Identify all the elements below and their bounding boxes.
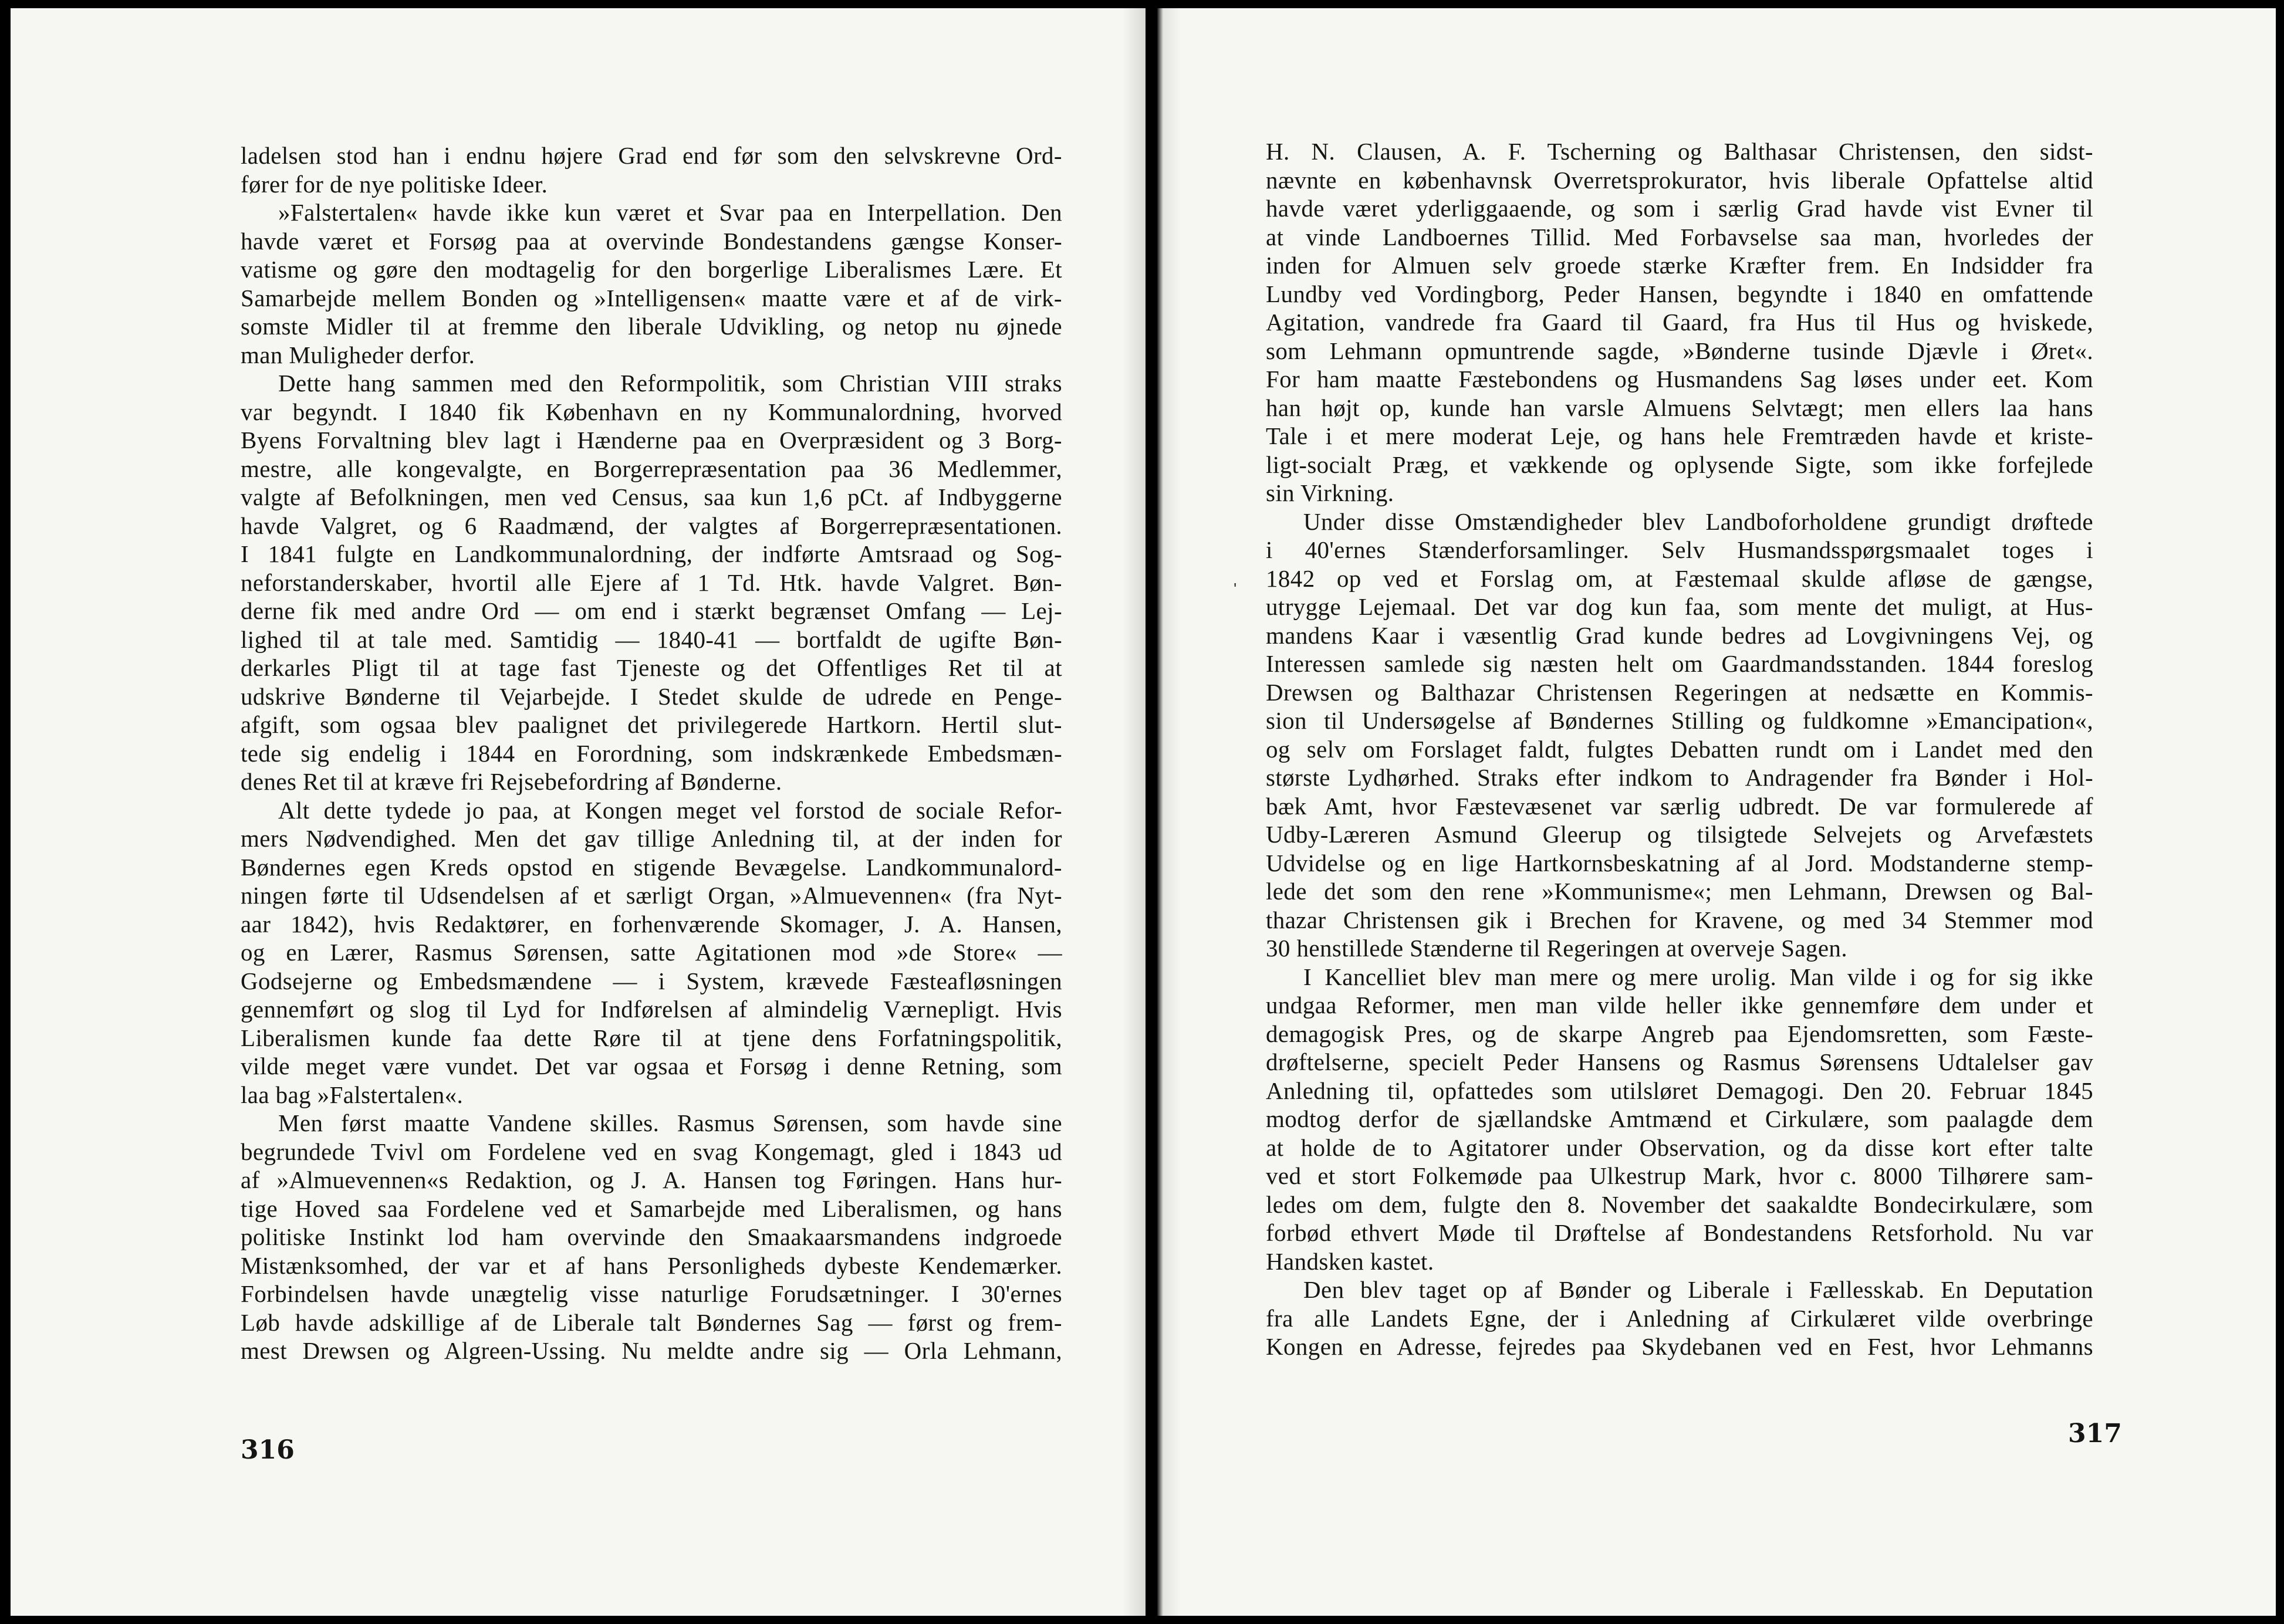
text-line: Anledning til, opfattedes som utilsløret Demagogi. Den 20. Februar 1845 [1266,1077,2093,1104]
text-line: modtog derfor de sjællandske Amtmænd et Cirkulære, som paalagde dem [1266,1105,2093,1132]
text-line: af »Almuevennen«s Redaktion, og J. A. Hansen tog Føringen. Hans hur- [241,1166,1062,1193]
text-line: Bøndernes egen Kreds opstod en stigende Bevægelse. Landkommunalord- [241,853,1062,881]
text-line: havde Valgret, og 6 Raadmænd, der valgtes af Borgerrepræsentationen. [241,512,1062,539]
text-line: somste Midler til at fremme den liberale Udvikling, og netop nu øjnede [241,313,1062,340]
gutter-shadow [1122,8,1146,1616]
text-line: neforstanderskaber, hvortil alle Ejere af 1 Td. Htk. havde Valgret. Bøn- [241,569,1062,596]
text-line: Tale i et mere moderat Leje, og hans hele Fremtræden havde et kriste- [1266,422,2093,449]
text-line: ningen førte til Udsendelsen af et særligt Organ, »Almuevennen« (fra Nyt- [241,882,1062,909]
text-line: mestre, alle kongevalgte, en Borgerrepræsentation paa 36 Medlemmer, [241,455,1062,482]
text-line: han højt op, kunde han varsle Almuens Selvtægt; men ellers laa hans [1266,394,2093,421]
text-line: man Muligheder derfor. [241,341,475,368]
text-line: Udby-Læreren Asmund Gleerup og tilsigtede Selvejets og Arvefæstets [1266,821,2093,848]
text-line: sion til Undersøgelse af Bøndernes Stilling og fuldkomne »Emancipation«, [1266,707,2093,734]
text-line: 1842 op ved et Forslag om, at Fæstemaal skulde afløse de gængse, [1266,564,2093,592]
right-page-body [1266,137,2093,1361]
text-line: Dette hang sammen med den Reformpolitik, som Christian VIII straks [278,370,1062,397]
text-line: og en Lærer, Rasmus Sørensen, satte Agitationen mod »de Store« — [241,939,1062,966]
text-line: Forbindelsen havde unægtelig visse naturlige Forudsætninger. I 30'ernes [241,1280,1062,1307]
text-line: tige Hoved saa Fordelene ved et Samarbejde med Liberalismen, og hans [241,1195,1062,1222]
text-line: i 40'ernes Stænderforsamlinger. Selv Husmandsspørgsmaalet toges i [1266,536,2093,563]
left-page [11,8,1146,1616]
gutter-shadow [1157,8,1181,1616]
text-line: gennemført og slog til Lyd for Indførelsen af almindelig Værnepligt. Hvis [241,996,1062,1023]
text-line: 30 henstillede Stænderne til Regeringen at overveje Sagen. [1266,935,1847,962]
text-line: ved et stort Folkemøde paa Ulkestrup Mark, hvor c. 8000 Tilhørere sam- [1266,1162,2093,1189]
text-line: I Kancelliet blev man mere og mere urolig. Man vilde i og for sig ikke [1303,963,2093,990]
text-line: største Lydhørhed. Straks efter indkom to Andragender fra Bønder i Hol- [1266,764,2093,791]
text-line: Agitation, vandrede fra Gaard til Gaard, fra Hus til Hus og hviskede, [1266,309,2093,336]
text-line: Udvidelse og en lige Hartkornsbeskatning af al Jord. Modstanderne stemp- [1266,849,2093,877]
text-line: som Lehmann opmuntrende sagde, »Bønderne tusinde Djævle i Øret«. [1266,337,2093,364]
text-line: mers Nødvendighed. Men det gav tillige Anledning til, at der inden for [241,825,1062,852]
right-page-number: 317 [2068,1419,2122,1449]
text-line: lighed til at tale med. Samtidig — 1840-41 — bortfaldt de ugifte Bøn- [241,625,1062,653]
text-line: Kongen en Adresse, fejredes paa Skydebanen ved en Fest, hvor Lehmanns [1266,1333,2093,1360]
text-line: For ham maatte Fæstebondens og Husmandens Sag løses under eet. Kom [1266,366,2093,393]
margin-mark: ' [1234,580,1237,598]
text-line: at vinde Landboernes Tillid. Med Forbavselse saa man, hvorledes der [1266,223,2093,251]
text-line: Samarbejde mellem Bonden og »Intelligensen« maatte være et af de virk- [241,284,1062,312]
text-line: afgift, som ogsaa blev paalignet det privilegerede Hartkorn. Hertil slut- [241,711,1062,738]
right-page [1157,8,2276,1616]
text-line: Men først maatte Vandene skilles. Rasmus Sørensen, som havde sine [278,1109,1062,1136]
text-line: Lundby ved Vordingborg, Peder Hansen, begyndte i 1840 en omfattende [1266,280,2093,307]
text-line: ledes om dem, fulgte den 8. November det saakaldte Bondecirkulære, som [1266,1190,2093,1218]
text-line: derkarles Pligt til at tage fast Tjeneste og det Offentliges Ret til at [241,654,1062,681]
text-line: tede sig endelig i 1844 en Forordning, som indskrænkede Embedsmæn- [241,739,1062,767]
text-line: Løb havde adskillige af de Liberale talt Bøndernes Sag — først og frem- [241,1308,1062,1336]
text-line: aar 1842), hvis Redaktører, en forhenværende Skomager, J. A. Hansen, [241,910,1062,938]
text-line: I 1841 fulgte en Landkommunalordning, der indførte Amtsraad og Sog- [241,540,1062,567]
text-line: vatisme og gøre den modtagelig for den borgerlige Liberalismes Lære. Et [241,256,1062,283]
text-line: havde været et Forsøg paa at overvinde Bondestandens gængse Konser- [241,227,1062,255]
left-page-body [241,141,1062,1365]
text-line: Godsejerne og Embedsmændene — i System, krævede Fæsteafløsningen [241,967,1062,994]
text-line: vilde meget være vundet. Det var ogsaa et Forsøg i denne Retning, som [241,1053,1062,1080]
text-line: politiske Instinkt lod ham overvinde den Smaakaarsmandens indgroede [241,1223,1062,1250]
text-line: valgte af Befolkningen, men ved Census, saa kun 1,6 pCt. af Indbyggerne [241,483,1062,510]
text-line: begrundede Tvivl om Fordelene ved en svag Kongemagt, gled i 1843 ud [241,1138,1062,1165]
text-line: Interessen samlede sig næsten helt om Gaardmandsstanden. 1844 foreslog [1266,650,2093,677]
text-line: og selv om Forslaget faldt, fulgtes Debatten rundt om i Landet med den [1266,735,2093,763]
text-line: sin Virkning. [1266,479,1394,506]
text-line: forbød ethvert Møde til Drøftelse af Bondestandens Retsforhold. Nu var [1266,1219,2093,1246]
text-line: fører for de nye politiske Ideer. [241,170,548,198]
text-line: drøftelserne, specielt Peder Hansens og Rasmus Sørensens Udtalelser gav [1266,1048,2093,1075]
text-line: Den blev taget op af Bønder og Liberale i Fællesskab. En Deputation [1303,1276,2093,1303]
text-line: undgaa Reformer, men man vilde heller ikke gennemføre dem under et [1266,992,2093,1019]
text-line: inden for Almuen selv groede stærke Kræfter frem. En Indsidder fra [1266,252,2093,279]
text-line: »Falstertalen« havde ikke kun været et Svar paa en Interpellation. Den [278,199,1062,226]
text-line: denes Ret til at kræve fri Rejsebefordring af Bønderne. [241,768,782,795]
text-line: mest Drewsen og Algreen-Ussing. Nu meldte andre sig — Orla Lehmann, [241,1337,1062,1364]
text-line: Mistænksomhed, der var et af hans Personligheds dybeste Kendemærker. [241,1251,1062,1279]
text-line: demagogisk Pres, og de skarpe Angreb paa Ejendomsretten, som Fæste- [1266,1020,2093,1047]
text-line: utrygge Lejemaal. Det var dog kun faa, som mente det muligt, at Hus- [1266,593,2093,620]
text-line: fra alle Landets Egne, der i Anledning af Cirkulæret vilde overbringe [1266,1304,2093,1332]
text-line: ligt-socialt Præg, et vækkende og oplysende Sigte, som ikke forfejlede [1266,451,2093,478]
text-line: Byens Forvaltning blev lagt i Hænderne paa en Overpræsident og 3 Borg- [241,427,1062,454]
text-line: H. N. Clausen, A. F. Tscherning og Balthasar Christensen, den sidst- [1266,138,2093,165]
left-page-number: 316 [241,1435,295,1465]
text-line: Alt dette tydede jo paa, at Kongen meget vel forstod de sociale Refor- [278,796,1062,824]
text-line: derne fik med andre Ord — om end i stærkt begrænset Omfang — Lej- [241,597,1062,624]
text-line: ladelsen stod han i endnu højere Grad end før som den selvskrevne Ord- [241,142,1062,169]
text-line: lede det som den rene »Kommunisme«; men Lehmann, Drewsen og Bal- [1266,878,2093,905]
text-line: Liberalismen kunde faa dette Røre til at tjene dens Forfatningspolitik, [241,1024,1062,1051]
text-line: bæk Amt, hvor Fæstevæsenet var særlig udbredt. De var formulerede af [1266,792,2093,820]
text-line: Handsken kastet. [1266,1247,1434,1275]
text-line: Drewsen og Balthazar Christensen Regeringen at nedsætte en Kommis- [1266,678,2093,706]
text-line: laa bag »Falstertalen«. [241,1081,464,1108]
text-line: havde været yderliggaaende, og som i særlig Grad havde vist Evner til [1266,195,2093,222]
text-line: nævnte en københavnsk Overretsprokurator, hvis liberale Opfattelse altid [1266,166,2093,194]
text-line: at holde de to Agitatorer under Observation, og da disse kort efter talte [1266,1134,2093,1161]
text-line: var begyndt. I 1840 fik København en ny Kommunalordning, hvorved [241,398,1062,425]
text-line: thazar Christensen gik i Brechen for Kravene, og med 34 Stemmer mod [1266,906,2093,933]
text-line: Under disse Omstændigheder blev Landboforholdene grundigt drøftede [1303,508,2093,535]
text-line: udskrive Bønderne til Vejarbejde. I Stedet skulde de udrede en Penge- [241,682,1062,710]
text-line: mandens Kaar i væsentlig Grad kunde bedres ad Lovgivningens Vej, og [1266,621,2093,649]
